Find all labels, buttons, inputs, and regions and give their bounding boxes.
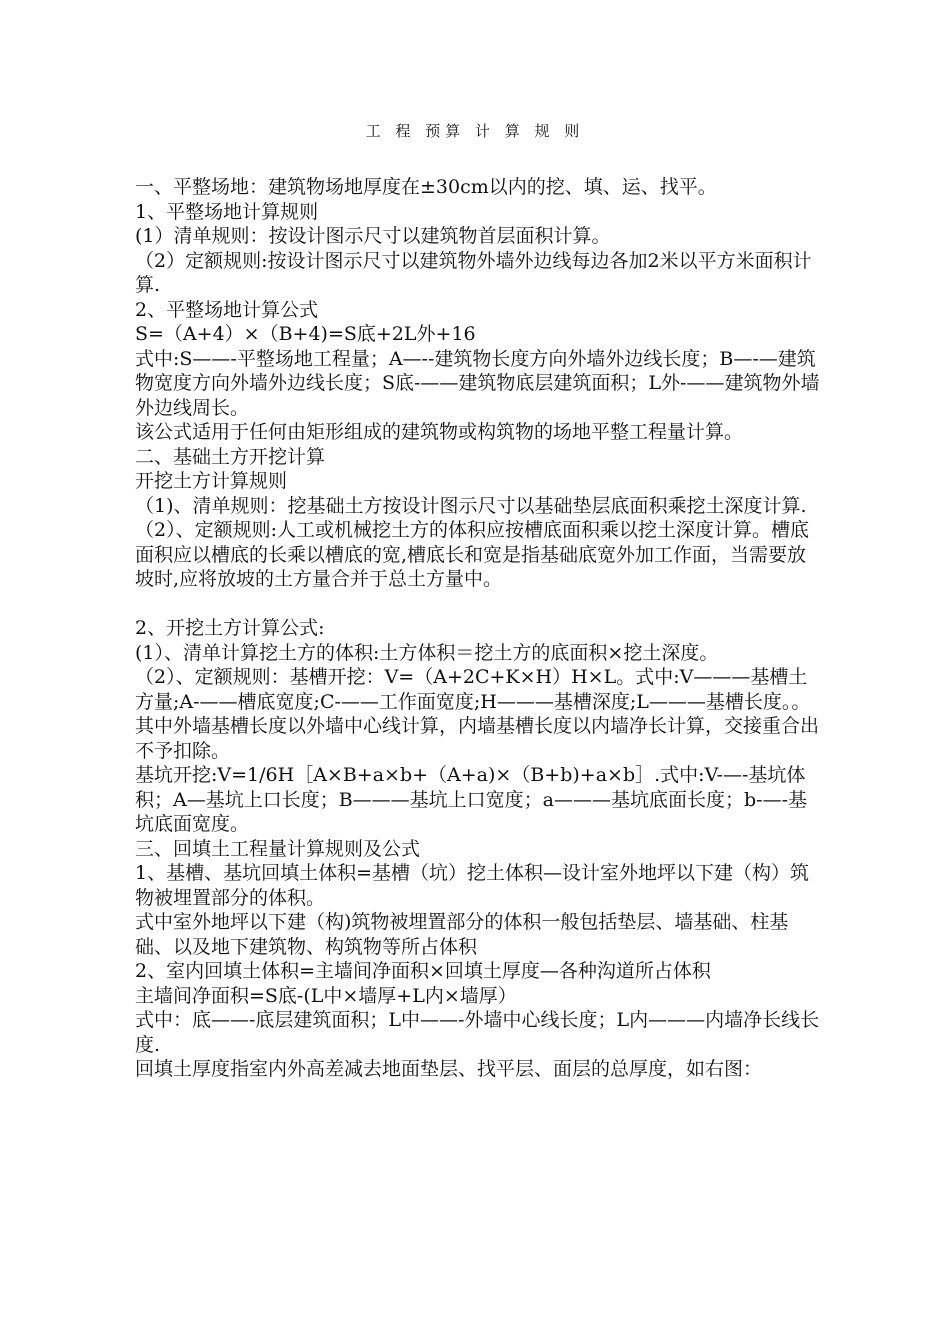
paragraph: (1）、清单计算挖土方的体积:土方体积＝挖土方的底面积×挖土深度。 — [135, 641, 719, 664]
paragraph: 主墙间净面积=S底-(L中×墙厚+L内×墙厚） — [135, 984, 517, 1007]
paragraph: 开挖土方计算规则 — [135, 470, 288, 492]
paragraph: 其中外墙基槽长度以外墙中心线计算，内墙基槽长度以内墙净长计算，交接重合出不予扣除。 — [135, 715, 820, 762]
paragraph: 三、回填土工程量计算规则及公式 — [135, 837, 421, 860]
paragraph: 1、基槽、基坑回填土体积=基槽（坑）挖土体积—设计室外地坪以下建（构）筑物被埋置部分的体积。 — [135, 862, 810, 909]
paragraph: S=（A+4）×（B+4)=S底+2L外+16 — [135, 323, 476, 345]
blank-line — [135, 592, 825, 617]
paragraph: 2、平整场地计算公式 — [135, 298, 319, 321]
paragraph: 回填土厚度指室内外高差减去地面垫层、找平层、面层的总厚度，如右图： — [135, 1058, 763, 1080]
paragraph: 式中:S——-平整场地工程量；A—--建筑物长度方向外墙外边线长度；B—-—建筑物宽度方向外墙外边线长度；S底-——建筑物底层建筑面积；L外-——建筑物外墙外边线周长。 — [135, 347, 820, 419]
paragraph: （2）、定额规则：基槽开挖：V=（A+2C+K×H）H×L。式中:V———基槽土方量;A-——槽底宽度;C-——工作面宽度;H———基槽深度;L———基槽长度。。 — [135, 666, 811, 713]
paragraph: 该公式适用于任何由矩形组成的建筑物或构筑物的场地平整工程量计算。 — [135, 421, 744, 443]
paragraph: 1、平整场地计算规则 — [135, 200, 319, 223]
paragraph: 基坑开挖:V=1/6H［A×B+a×b+（A+a)×（B+b)+a×b］.式中:V-—-基坑体积；A—基坑上口长度；B———基坑上口宽度；a———基坑底面长度；b-—-基坑底面宽度。 — [135, 764, 808, 835]
paragraph: 式中室外地坪以下建（构)筑物被埋置部分的体积一般包括垫层、墙基础、柱基础、以及地下建筑物、构筑物等所占体积 — [135, 911, 789, 958]
paragraph: （2）定额规则:按设计图示尺寸以建筑物外墙外边线每边各加2米以平方米面积计算. — [135, 249, 812, 296]
document-body — [135, 175, 825, 1082]
paragraph: 式中：底——-底层建筑面积；L中——-外墙中心线长度；L内———内墙净长线长度. — [135, 1009, 820, 1056]
paragraph: 2、室内回填土体积=主墙间净面积×回填土厚度—各种沟道所占体积 — [135, 960, 711, 982]
paragraph: (1）清单规则：按设计图示尺寸以建筑物首层面积计算。 — [135, 225, 611, 247]
paragraph: （2）、定额规则:人工或机械挖土方的体积应按槽底面积乘以挖土深度计算。槽底面积应以槽底的长乘以槽底的宽,槽底长和宽是指基础底宽外加工作面，当需要放坡时,应将放坡的土方量合并于总土方量中。 — [135, 519, 809, 590]
paragraph: 2、开挖土方计算公式: — [135, 617, 325, 639]
paragraph: 二、基础土方开挖计算 — [135, 445, 326, 468]
paragraph: （1)、清单规则：挖基础土方按设计图示尺寸以基础垫层底面积乘挖土深度计算. — [135, 494, 807, 517]
document-title: 工 程 预算 计 算 规 则 — [365, 122, 585, 140]
paragraph: 一、平整场地：建筑物场地厚度在±30cm以内的挖、填、运、找平。 — [135, 176, 717, 198]
